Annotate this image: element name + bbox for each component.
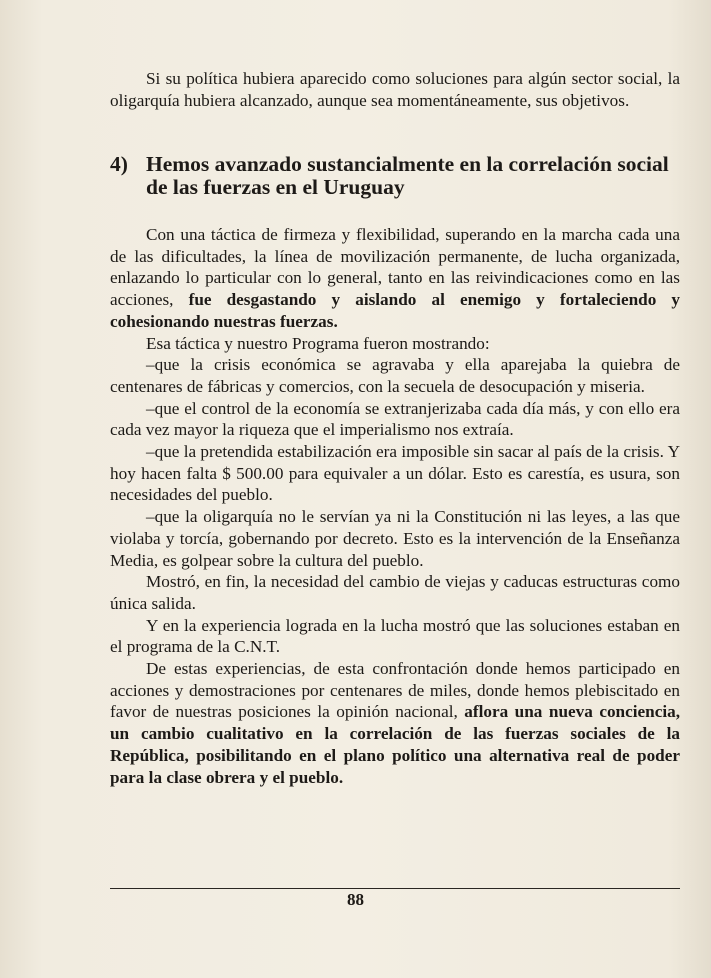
body-paragraph — [110, 658, 680, 788]
section-number: 4) — [110, 152, 128, 176]
body-paragraph-emphasis: fue desgastando y aislando al enemigo y fortaleciendo y cohesionando nuestras fuerzas. — [110, 290, 680, 331]
body-paragraph — [110, 224, 680, 333]
list-item: –que la crisis económica se agravaba y ella aparejaba la quiebra de centenares de fábricas y comercios, con la secuela de desocupación y miseria. — [110, 355, 680, 396]
intro-paragraph: Si su política hubiera aparecido como soluciones para algún sector social, la oligarquía hubiera alcanzado, aunque sea momentáneamente, sus objetivos. — [110, 69, 680, 110]
list-item: –que el control de la economía se extranjerizaba cada día más, y con ello era cada vez mayor la riqueza que el imperialismo nos extraía. — [110, 398, 680, 440]
body-paragraph-emphasis: aflora una nueva conciencia, un cambio cualitativo en la correlación de las fuerzas sociales de la República, posibilitando en el plano político una alternativa real de poder para la clase obrera y el pueblo. — [110, 702, 680, 787]
section-title: Hemos avanzado sustancialmente en la correlación social de las fuerzas en el Uruguay — [146, 152, 669, 199]
list-item: –que la pretendida estabilización era imposible sin sacar al país de la crisis. Y hoy hacen falta $ 500.00 para equivaler a un dólar. Esto es carestía, es usura, son necesidades del pueblo. — [110, 442, 680, 505]
body-paragraph: Y en la experiencia lograda en la lucha mostró que las soluciones estaban en el programa de la C.N.T. — [110, 615, 680, 657]
body-paragraph-text: Con una táctica de firmeza y flexibilidad, superando en la marcha cada una de las dificultades, la línea de movilización permanente, de lucha organizada, enlazando lo particular con lo general, tanto en las reivindicaciones como en las acciones, — [110, 225, 680, 310]
section-heading — [110, 153, 680, 199]
body-paragraph: Esa táctica y nuestro Programa fueron mostrando: — [146, 333, 490, 353]
page-number: 88 — [347, 890, 364, 909]
section-body — [110, 224, 680, 788]
footer-rule — [110, 888, 680, 889]
body-paragraph-text: De estas experiencias, de esta confrontación donde hemos participado en acciones y demostraciones por centenares de miles, donde hemos plebiscitado en favor de nuestras posiciones la opinión nacional, — [110, 659, 680, 722]
list-item: –que la oligarquía no le servían ya ni la Constitución ni las leyes, a las que violaba y torcía, gobernando por decreto. Esto es la intervención de la Enseñanza Media, es golpear sobre la cultura del pueblo. — [110, 507, 680, 570]
intro-section — [110, 68, 680, 111]
body-paragraph: Mostró, en fin, la necesidad del cambio de viejas y caducas estructuras como única salida. — [110, 572, 680, 613]
